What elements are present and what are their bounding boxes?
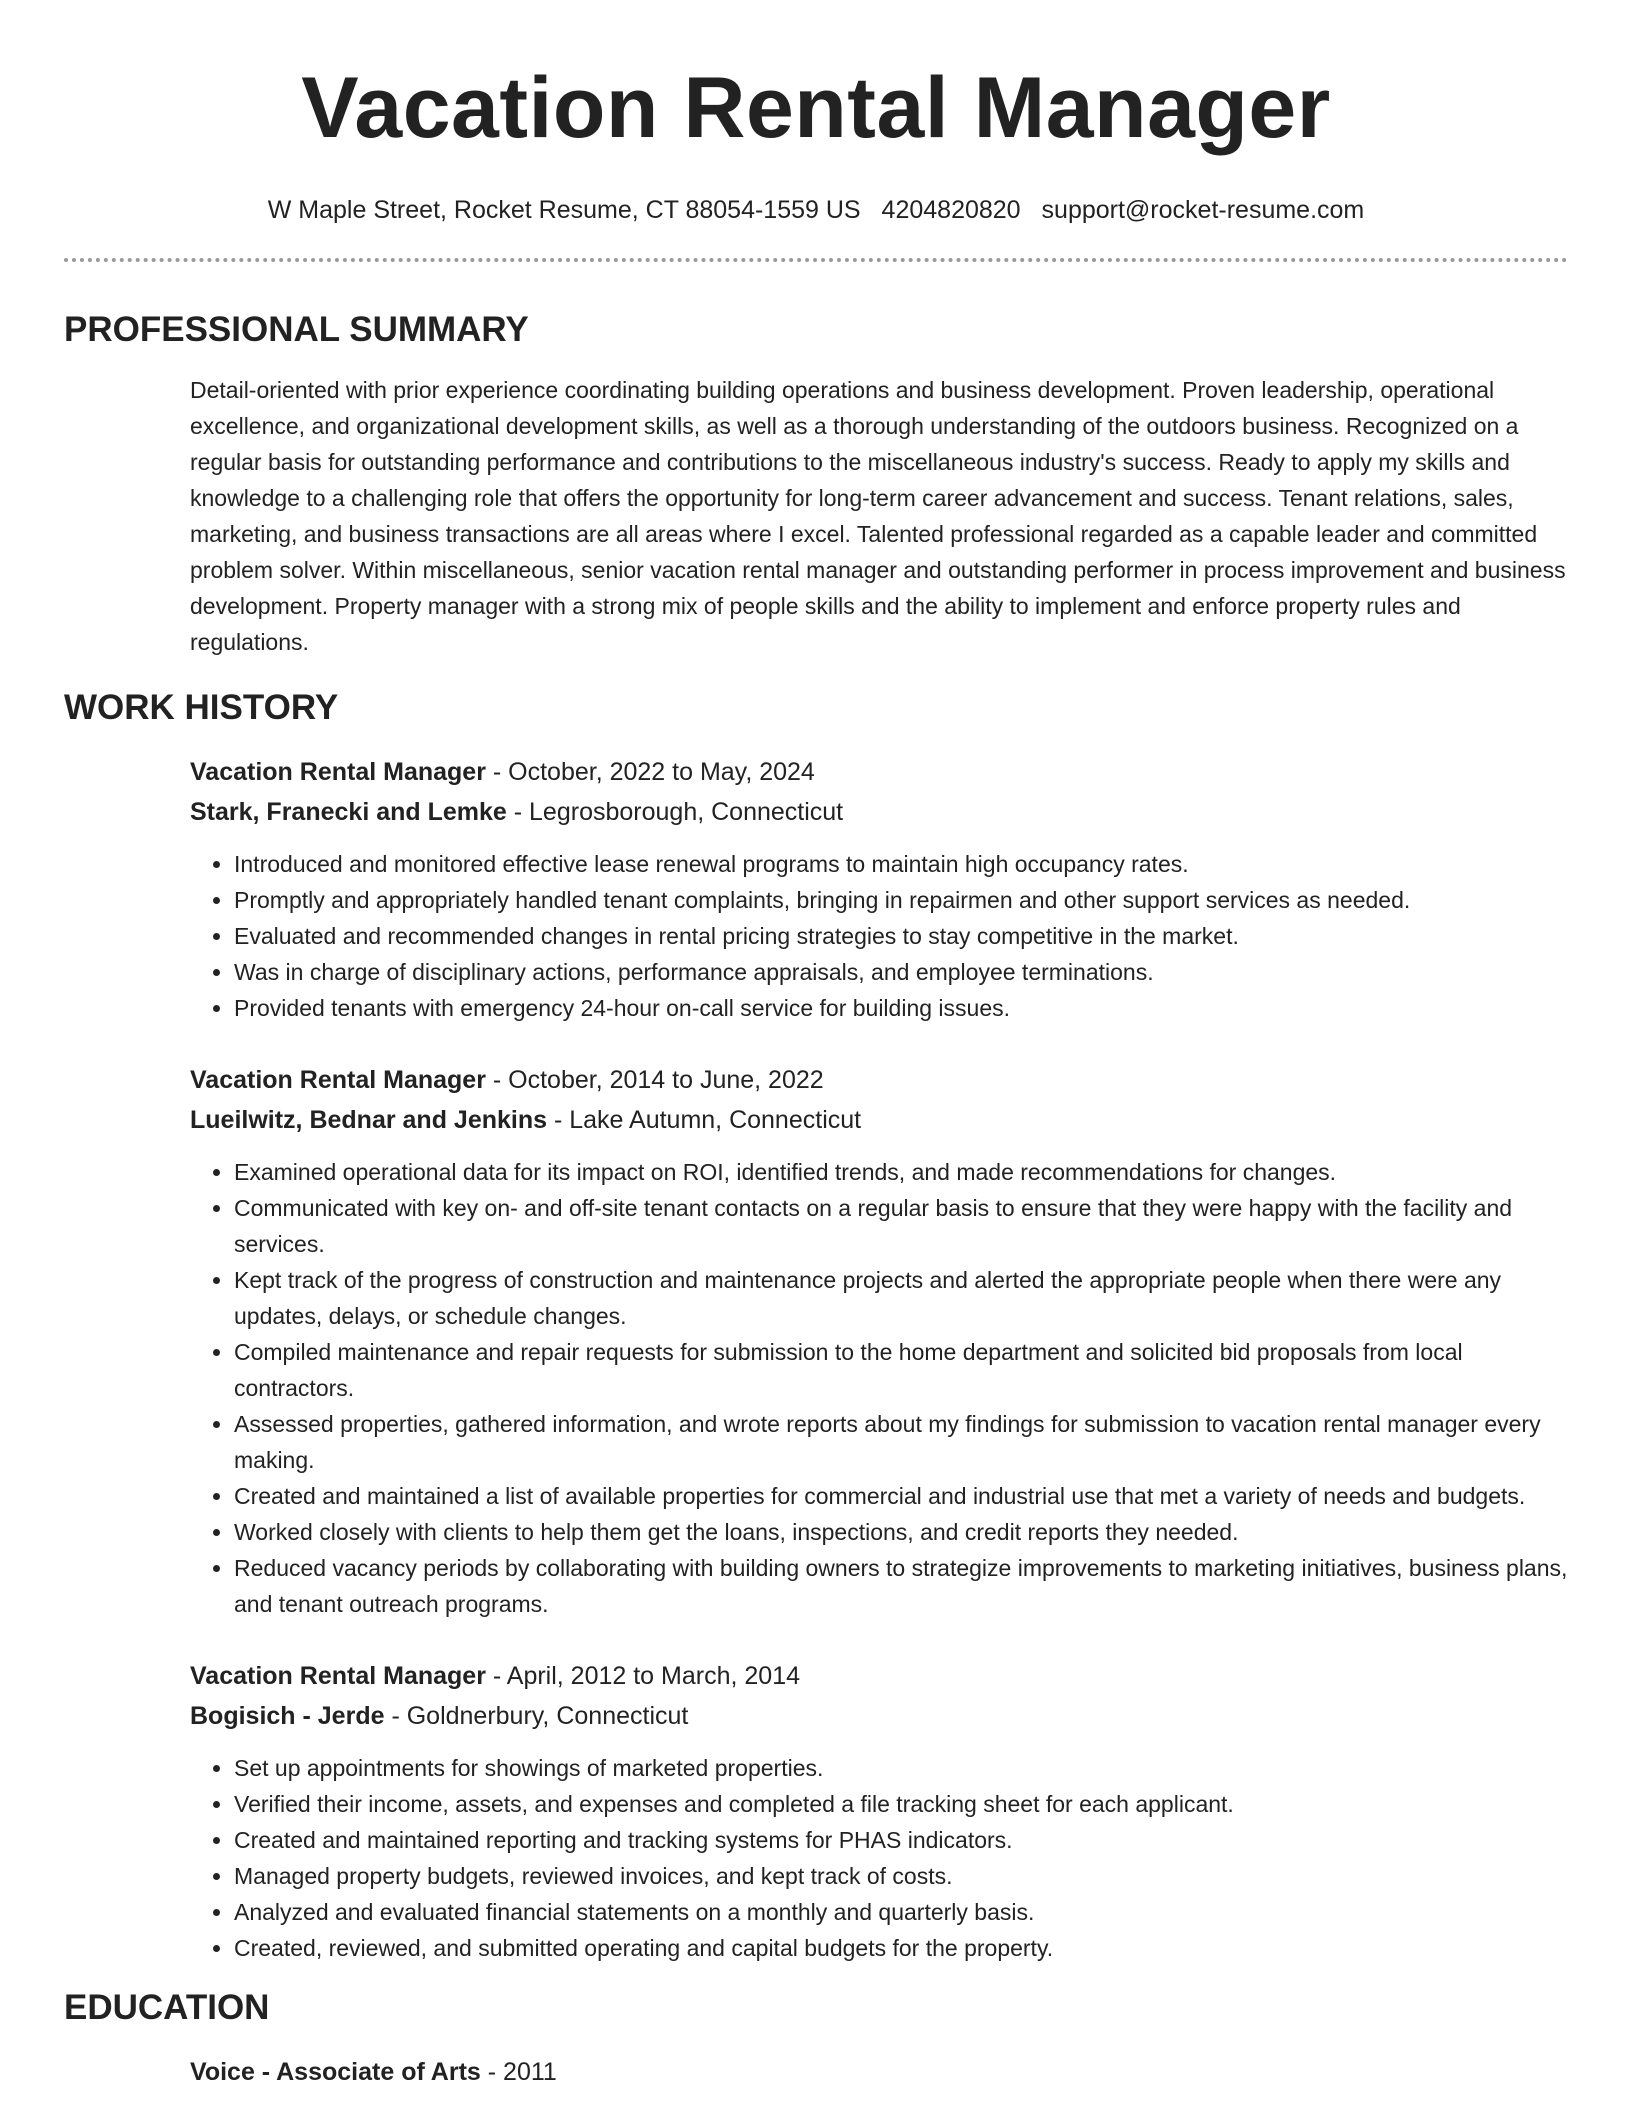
job-entry [190, 1656, 1568, 1966]
job-bullet: • Was in charge of disciplinary actions, performance appraisals, and employee terminations. [234, 954, 1568, 990]
job-bullet: • Managed property budgets, reviewed invoices, and kept track of costs. [234, 1858, 1568, 1894]
education-section [64, 1986, 1568, 2092]
contact-phone: 4204820820 [881, 196, 1021, 224]
job-bullet: • Examined operational data for its impact on ROI, identified trends, and made recommendations for changes. [234, 1154, 1568, 1190]
summary-text: Detail-oriented with prior experience coordinating building operations and business development. Proven leadership, operational excellence, and organizational development skills, as well as a thorough understanding of the outdoors business. Recognized on a regular basis for outstanding performance and contributions to the miscellaneous industry's success. Ready to apply my skills and knowledge to a challenging role that offers the opportunity for long-term career advancement and success. Tenant relations, sales, marketing, and business transactions are all areas where I excel. Talented professional regarded as a capable leader and committed problem solver. Within miscellaneous, senior vacation rental manager and outstanding performer in process improvement and business development. Property manager with a strong mix of people skills and the ability to implement and enforce property rules and regulations. [190, 377, 1566, 655]
job-bullet: • Introduced and monitored effective lease renewal programs to maintain high occupancy rates. [234, 846, 1568, 882]
job-bullet: • Created, reviewed, and submitted operating and capital budgets for the property. [234, 1930, 1568, 1966]
job-role: Vacation Rental Manager [190, 1066, 486, 1094]
job-role-line [190, 752, 1568, 792]
work-title: WORK HISTORY [64, 688, 339, 727]
job-dates: - October, 2014 to June, 2022 [485, 1066, 824, 1094]
job-bullet: • Provided tenants with emergency 24-hour on-call service for building issues. [234, 990, 1568, 1026]
education-entry [190, 2052, 1568, 2092]
job-company-line [190, 1100, 1568, 1140]
contact-email: support@rocket-resume.com [1041, 196, 1365, 224]
job-bullet: • Promptly and appropriately handled tenant complaints, bringing in repairmen and other support services as needed. [234, 882, 1568, 918]
contact-line [64, 194, 1568, 226]
job-dates: - April, 2012 to March, 2014 [485, 1662, 800, 1690]
job-bullet: • Compiled maintenance and repair requests for submission to the home department and solicited bid proposals from local contractors. [234, 1334, 1568, 1406]
job-bullet: • Reduced vacancy periods by collaborating with building owners to strategize improvements to marketing initiatives, business plans, and tenant outreach programs. [234, 1550, 1568, 1622]
resume-name: Vacation Rental Manager [301, 60, 1331, 156]
job-company: Lueilwitz, Bednar and Jenkins [190, 1106, 548, 1134]
job-bullet: • Created and maintained a list of available properties for commercial and industrial use that met a variety of needs and budgets. [234, 1478, 1568, 1514]
education-title: EDUCATION [64, 1988, 270, 2027]
job-dates: - October, 2022 to May, 2024 [485, 758, 815, 786]
job-company: Bogisich - Jerde [190, 1702, 385, 1730]
job-bullet: • Set up appointments for showings of marketed properties. [234, 1750, 1568, 1786]
job-bullet: • Analyzed and evaluated financial statements on a monthly and quarterly basis. [234, 1894, 1568, 1930]
job-location: - Legrosborough, Connecticut [506, 798, 844, 826]
summary-title: PROFESSIONAL SUMMARY [64, 310, 529, 349]
job-bullet: • Created and maintained reporting and tracking systems for PHAS indicators. [234, 1822, 1568, 1858]
education-school: Voice - Associate of Arts [190, 2058, 481, 2086]
job-company: Stark, Franecki and Lemke [190, 798, 507, 826]
job-bullets [190, 846, 1568, 1026]
job-role: Vacation Rental Manager [190, 1662, 486, 1690]
job-bullet: • Evaluated and recommended changes in rental pricing strategies to stay competitive in the market. [234, 918, 1568, 954]
job-bullets [190, 1154, 1568, 1622]
resume-page [64, 0, 1568, 2092]
job-bullets [190, 1750, 1568, 1966]
education-year: - 2011 [480, 2058, 557, 2086]
job-company-line [190, 792, 1568, 832]
job-entry [190, 1060, 1568, 1622]
job-entry [190, 752, 1568, 1026]
contact-address: W Maple Street, Rocket Resume, CT 88054-1559 US [267, 196, 861, 224]
summary-section [64, 308, 1568, 660]
job-bullet: • Worked closely with clients to help them get the loans, inspections, and credit reports they needed. [234, 1514, 1568, 1550]
job-bullet: • Verified their income, assets, and expenses and completed a file tracking sheet for each applicant. [234, 1786, 1568, 1822]
job-bullet: • Kept track of the progress of construction and maintenance projects and alerted the appropriate people when there were any updates, delays, or schedule changes. [234, 1262, 1568, 1334]
job-role-line [190, 1060, 1568, 1100]
job-role: Vacation Rental Manager [190, 758, 486, 786]
job-location: - Lake Autumn, Connecticut [547, 1106, 862, 1134]
header-divider [64, 258, 1568, 262]
job-bullet: • Assessed properties, gathered information, and wrote reports about my findings for submission to vacation rental manager every making. [234, 1406, 1568, 1478]
job-location: - Goldnerbury, Connecticut [384, 1702, 689, 1730]
job-company-line [190, 1696, 1568, 1736]
work-section [64, 686, 1568, 1966]
job-role-line [190, 1656, 1568, 1696]
job-bullet: • Communicated with key on- and off-site tenant contacts on a regular basis to ensure that they were happy with the facility and services. [234, 1190, 1568, 1262]
